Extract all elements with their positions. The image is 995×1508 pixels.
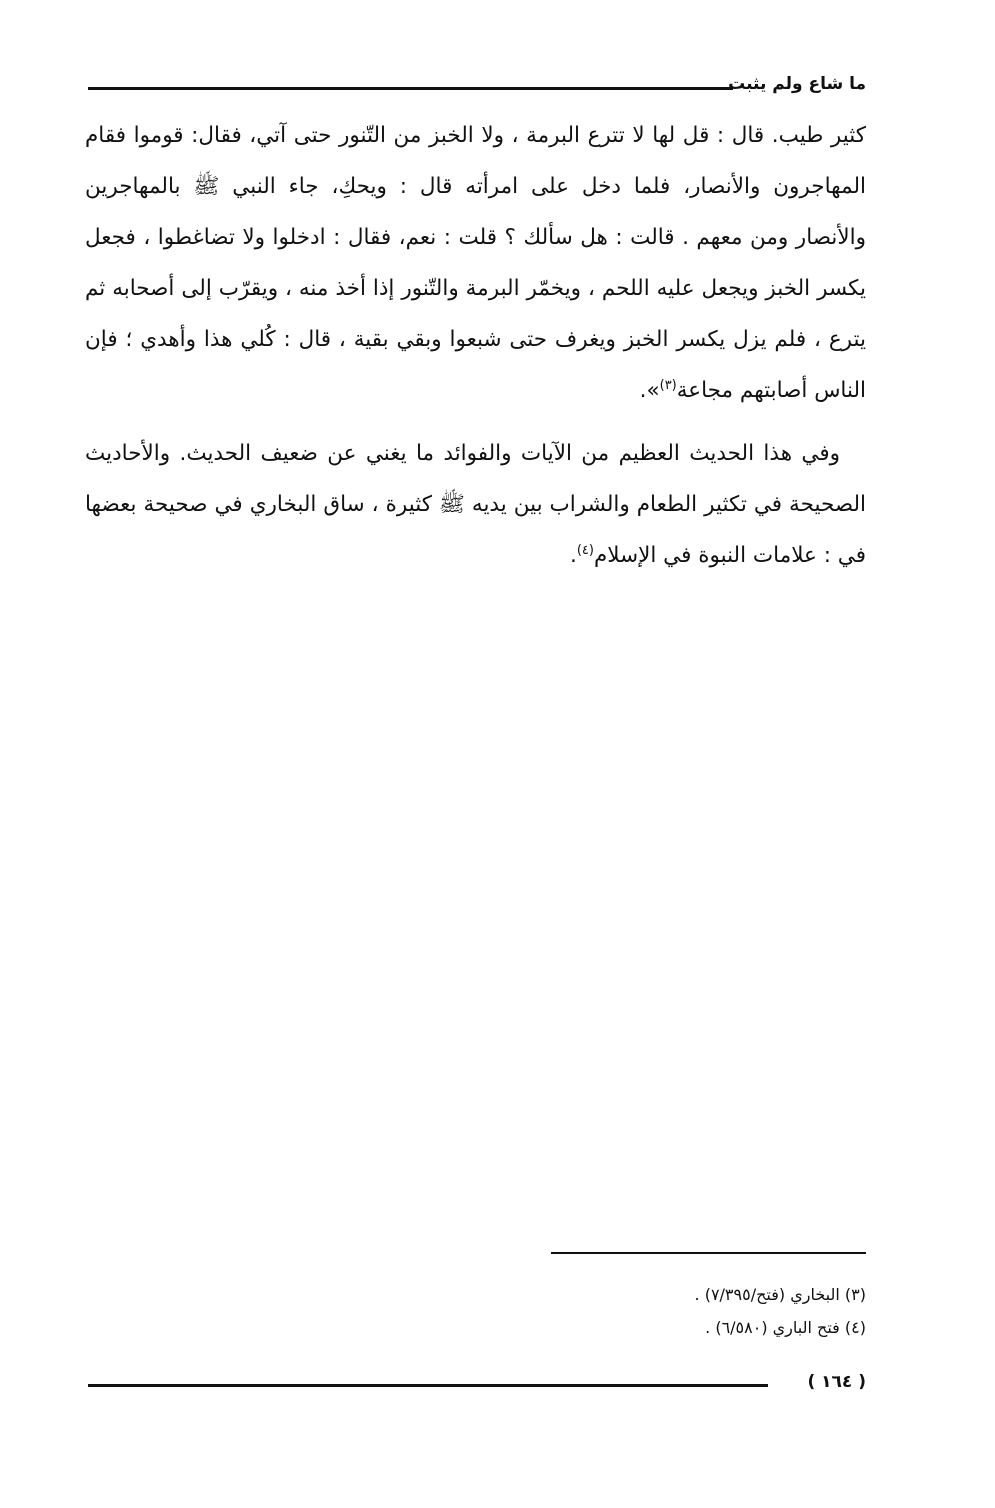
paragraph-1 [85,110,866,416]
running-title: ما شاع ولم يثبت [728,74,866,94]
footnote-4: (٤) فتح الباري (٦/٥٨٠) . [705,1318,866,1337]
page-footer [88,1368,866,1398]
footnote-separator [551,1252,866,1254]
paragraph-2 [85,428,866,581]
footnote-3: (٣) البخاري (فتح/٧/٣٩٥) . [694,1285,866,1304]
running-header [88,62,866,102]
paragraph-2-closing: . [569,543,577,568]
paragraph-2-text: وفي هذا الحديث العظيم من الآيات والفوائد ما يغني عن ضعيف الحديث. والأحاديث الصحيحة في تكثير الطعام والشراب بين يديه ﷺ كثيرة ، ساق البخاري في صحيحة بعضها في : علامات النبوة في الإسلام [85,441,866,568]
paragraph-1-closing: ». [639,378,660,403]
footer-rule [88,1384,768,1387]
header-rule [88,87,733,90]
footnote-ref-4: (٤) [576,542,594,558]
main-text [85,110,866,581]
footnotes [446,1278,866,1344]
page-number: ( ١٦٤ ) [807,1372,866,1392]
footnote-ref-3: (٣) [659,377,677,393]
paragraph-1-text: كثير طيب. قال : قل لها لا تترع البرمة ، ولا الخبز من التّنور حتى آتي، فقال: قوموا فقام المهاجرون والأنصار، فلما دخل على امرأته قال : ويحكِ، جاء النبي ﷺ بالمهاجرين والأنصار ومن معهم . قالت : هل سألك ؟ قلت : نعم، فقال : ادخلوا ولا تضاغطوا ، فجعل يكسر الخبز ويجعل عليه اللحم ، ويخمّر البرمة والتّنور إذا أخذ منه ، ويقرّب إلى أصحابه ثم يترع ، فلم يزل يكسر الخبز ويغرف حتى شبعوا وبقي بقية ، قال : كُلي هذا وأهدي ؛ فإن الناس أصابتهم مجاعة [85,123,866,403]
